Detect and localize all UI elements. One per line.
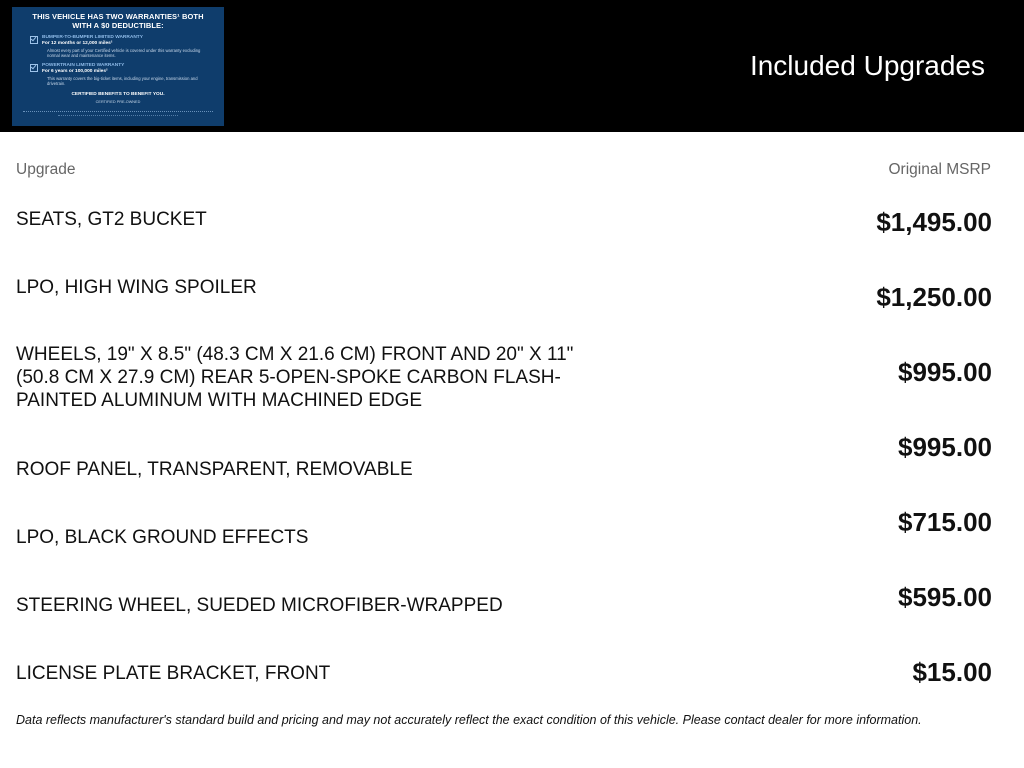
promo-cta: CERTIFIED BENEFITS TO BENEFIT YOU.	[71, 92, 165, 97]
promo-warranty-1-term: For 12 months or 12,000 miles²	[42, 41, 113, 46]
promo-logos: CERTIFIED PRE-OWNED	[95, 100, 141, 104]
upgrade-name: STEERING WHEEL, SUEDED MICROFIBER-WRAPPED	[16, 595, 503, 616]
column-header-msrp: Original MSRP	[888, 161, 991, 178]
checkbox-icon	[30, 64, 38, 72]
upgrade-name: ROOF PANEL, TRANSPARENT, REMOVABLE	[16, 459, 413, 480]
promo-warranty-2-desc: This warranty covers the big-ticket items, including your engine, transmission and drivetrain.	[47, 76, 198, 86]
upgrade-price: $715.00	[898, 507, 992, 537]
column-header-upgrade: Upgrade	[16, 161, 76, 178]
promo-warranty-1-title: BUMPER-TO-BUMPER LIMITED WARRANTY	[42, 35, 143, 40]
upgrade-name: LPO, HIGH WING SPOILER	[16, 277, 257, 298]
warranty-promo-image	[12, 7, 224, 126]
promo-warranty-1	[22, 35, 214, 58]
checkbox-icon	[30, 36, 38, 44]
upgrade-price: $1,495.00	[876, 207, 992, 237]
upgrade-price: $995.00	[898, 432, 992, 462]
promo-fine-print	[58, 115, 178, 117]
disclaimer-text: Data reflects manufacturer's standard build and pricing and may not accurately reflect the exact condition of this vehicle. Please contact dealer for more information.	[16, 713, 922, 727]
upgrade-price: $595.00	[898, 582, 992, 612]
upgrade-name: WHEELS, 19" X 8.5" (48.3 CM X 21.6 CM) FRONT AND 20" X 11" (50.8 CM X 27.9 CM) REAR 5-OPEN-SPOKE CARBON FLASH-PAINTED ALUMINUM WITH MACHINED EDGE	[16, 344, 574, 411]
upgrade-price: $15.00	[912, 657, 992, 687]
upgrade-price: $995.00	[898, 357, 992, 387]
promo-fine-print	[23, 111, 213, 113]
promo-headline: THIS VEHICLE HAS TWO WARRANTIES¹ BOTH WITH A $0 DEDUCTIBLE:	[32, 12, 204, 30]
upgrade-price: $1,250.00	[876, 282, 992, 312]
promo-warranty-2	[22, 63, 214, 86]
promo-warranty-1-desc: Almost every part of your Certified vehicle is covered under this warranty excluding normal wear and maintenance items.	[47, 48, 201, 58]
upgrade-name: LPO, BLACK GROUND EFFECTS	[16, 527, 309, 548]
promo-warranty-2-term: For 6 years or 100,000 miles²	[42, 69, 108, 74]
page-title: Included Upgrades	[749, 50, 985, 81]
upgrade-name: LICENSE PLATE BRACKET, FRONT	[16, 663, 331, 684]
upgrade-name: SEATS, GT2 BUCKET	[16, 209, 207, 230]
promo-warranty-2-title: POWERTRAIN LIMITED WARRANTY	[42, 63, 125, 68]
header-bar	[0, 0, 1024, 132]
